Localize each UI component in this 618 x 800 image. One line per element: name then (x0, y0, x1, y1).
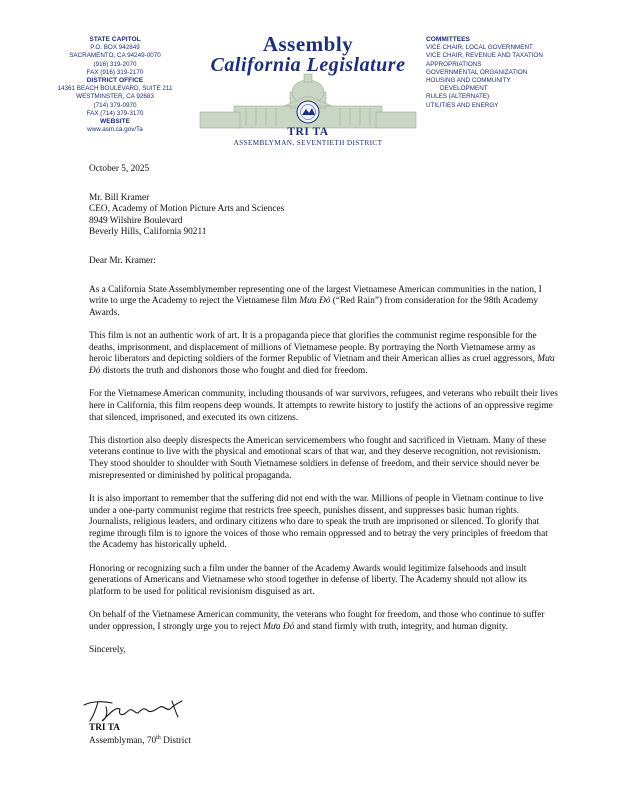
paragraph-human-rights: It is also important to remember that the suffering did not end with the war. Millions of people in Vietnam continue to live under a one-party communist regime that restricts free speech, punishes dissent, and suppresses basic human rights. Journalists, religious leaders, and ordinary citizens who dare to speak the truth are imprisoned or silenced. To glorify that regime through film is to ignore the voices of those who remain oppressed and to betray the very principles of freedom that the Academy has historically upheld. (89, 494, 548, 551)
film-title: Mưa Đỏ (263, 622, 295, 632)
recipient-line: Mr. Bill Kramer (89, 192, 150, 203)
committee-item: RULES (ALTERNATE) (426, 93, 490, 101)
assembly-title: Assembly (262, 32, 354, 56)
signer-title: Assemblyman, 70th District (89, 735, 192, 747)
committee-item: DEVELOPMENT (440, 85, 488, 93)
capitol-heading: STATE CAPITOL (89, 36, 141, 43)
film-title: Mưa Đỏ (89, 354, 555, 376)
district-office-heading: DISTRICT OFFICE (86, 77, 144, 85)
paragraph-intro: As a California State Assemblymember representing one of the largest Vietnamese American communities in the nation, I write to urge the Academy to reject the Vietnamese film Mưa Đỏ (“Red Rain”) from consideration for the 98th Academy Awards. (89, 284, 542, 318)
letterhead-contact-column (40, 36, 190, 134)
letter-date: October 5, 2025 (89, 164, 150, 174)
signer-name: TRI TA (89, 723, 120, 733)
committees-heading: COMMITTEES (426, 36, 470, 43)
website-url: www.asm.ca.gov/Ta (87, 126, 143, 134)
recipient-line: 8949 Wilshire Boulevard (89, 215, 183, 226)
member-district: ASSEMBLYMAN, SEVENTIETH DISTRICT (233, 139, 383, 147)
recipient-line: CEO, Academy of Motion Picture Arts and Sciences (89, 204, 285, 215)
committee-item: UTILITIES AND ENERGY (426, 101, 499, 109)
paragraph-veterans: This distortion also deeply disrespects the American servicemembers who fought and sacrificed in Vietnam. Many of these veterans continue to live with the physical and emotional scars of that war, and they deserve recognition, not revisionism. They stood shoulder to shoulder with South Vietnamese soldiers in defense of freedom, and their service should never be misrepresented or diminished by political propaganda. (89, 435, 547, 481)
committee-item: APPROPRIATIONS (426, 60, 482, 68)
committee-item: HOUSING AND COMMUNITY (426, 77, 511, 85)
capitol-line: SACRAMENTO, CA 94249-0070 (69, 52, 161, 60)
capitol-building-icon (194, 72, 422, 132)
member-name: TRI TA (287, 126, 329, 138)
website-heading: WEBSITE (99, 118, 131, 126)
paragraph-propaganda: This film is not an authentic work of art. It is a propaganda piece that glorifies the communist regime responsible for the deaths, imprisonment, and displacement of millions of Vietnamese people. By portraying the North Vietnamese army as heroic liberators and depicting soldiers of the former Republic of Vietnam and their American allies as cruel aggressors, Mưa Đỏ distorts the truth and dishonors those who fought and died for freedom. (89, 331, 555, 376)
committee-item: GOVERNMENTAL ORGANIZATION (426, 68, 528, 76)
district-office-line: WESTMINSTER, CA 92683 (76, 93, 154, 101)
capitol-line: FAX (916) 319-2170 (86, 68, 144, 76)
letter-body (89, 164, 559, 657)
paragraph-academy: Honoring or recognizing such a film under the banner of the Academy Awards would legitimize falsehoods and insult generations of Americans and Vietnamese who stood together in defense of liberty. The Academy should not allow its platform to be used for political revisionism disguised as art. (89, 563, 527, 598)
committee-item: VICE CHAIR, LOCAL GOVERNMENT (426, 44, 533, 52)
district-office-line: FAX (714) 379-3170 (86, 109, 144, 117)
salutation: Dear Mr. Kramer: (89, 255, 156, 266)
committee-item: VICE CHAIR, REVENUE AND TAXATION (426, 52, 543, 60)
state-seal-icon (297, 101, 319, 123)
handwritten-signature-icon (82, 697, 192, 725)
letterhead-title-block (190, 30, 426, 152)
paragraph-closing-appeal: On behalf of the Vietnamese American community, the veterans who fought for freedom, and those who continue to suffer under oppression, I strongly urge you to reject Mưa Đỏ and stand firmly with truth, integrity, and human dignity. (89, 610, 545, 632)
capitol-line: P.O. BOX 942849 (90, 44, 140, 52)
district-office-line: 14361 BEACH BOULEVARD, SUITE 211 (57, 85, 173, 93)
legislature-title: California Legislature (210, 54, 406, 76)
paragraph-community: For the Vietnamese American community, including thousands of war survivors, refugees, and veterans who rebuilt their lives here in California, this film reopens deep wounds. It attempts to rewrite history to justify the actions of an oppressive regime that silenced, imprisoned, and executed its own citizens. (89, 389, 558, 423)
district-office-line: (714) 379-0970 (93, 101, 137, 109)
recipient-address (89, 193, 559, 239)
capitol-line: (916) 319-2070 (93, 60, 137, 68)
committees-column (426, 36, 606, 110)
film-title: Mưa Đỏ (299, 296, 331, 307)
closing: Sincerely, (89, 645, 126, 656)
recipient-line: Beverly Hills, California 90211 (89, 227, 207, 238)
